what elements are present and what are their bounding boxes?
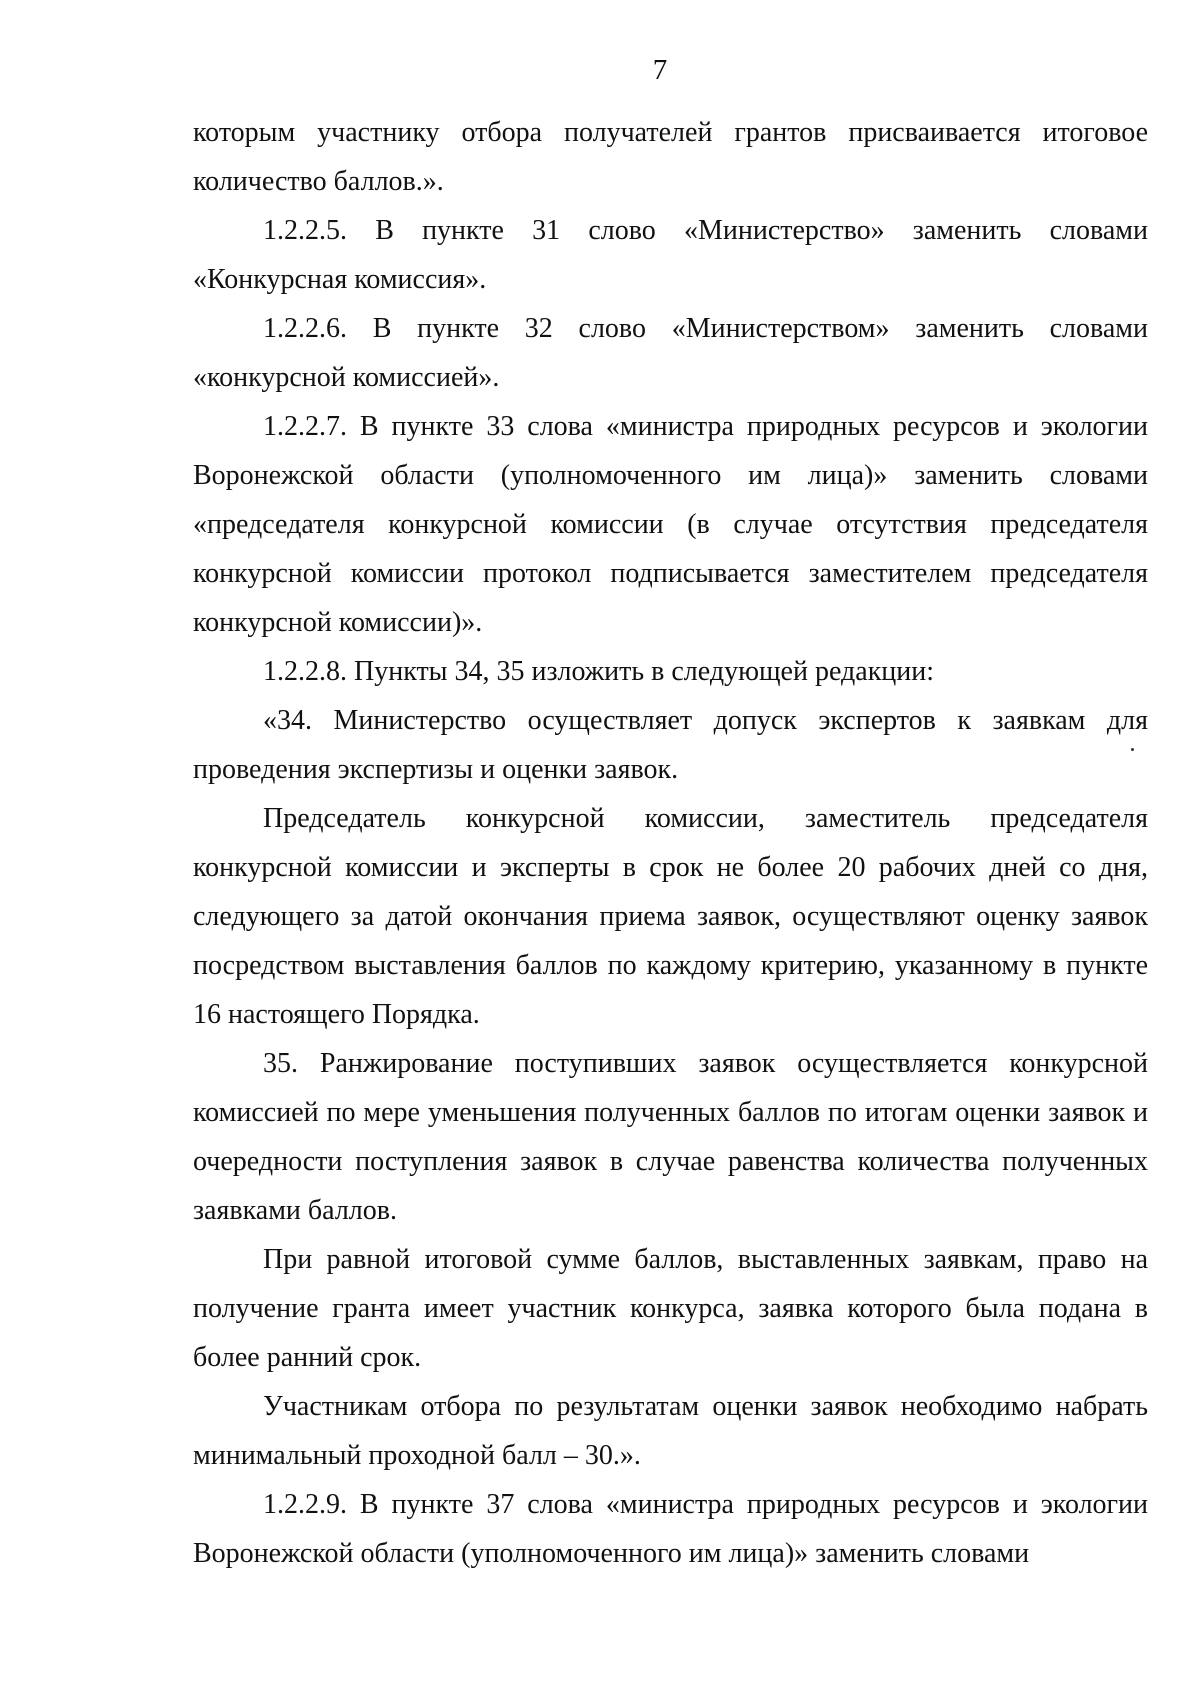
- paragraph-1-2-2-8: 1.2.2.8. Пункты 34, 35 изложить в следующей редакции:: [263, 656, 935, 687]
- paragraph-1-2-2-7: 1.2.2.7. В пункте 33 слова «министра природных ресурсов и экологии Воронежской области (уполномоченного им лица)» заменить словами «председателя конкурсной комиссии (в случае отсутствия председателя конкурсной комиссии протокол подписывается заместителем председателя конкурсной комиссии)».: [193, 411, 1148, 638]
- page-number: 7: [652, 54, 668, 86]
- paragraph-1-2-2-9: 1.2.2.9. В пункте 37 слова «министра природных ресурсов и экологии Воронежской области (уполномоченного им лица)» заменить словами: [193, 1489, 1148, 1569]
- paragraph-minimum-score: Участникам отбора по результатам оценки заявок необходимо набрать минимальный проходной балл – 30.».: [193, 1391, 1148, 1471]
- scan-speck: [1131, 748, 1134, 751]
- paragraph-item-34: «34. Министерство осуществляет допуск экспертов к заявкам для проведения экспертизы и оценки заявок.: [193, 705, 1148, 785]
- paragraph-chairman: Председатель конкурсной комиссии, заместитель председателя конкурсной комиссии и эксперты в срок не более 20 рабочих дней со дня, следующего за датой окончания приема заявок, осуществляют оценку заявок посредством выставления баллов по каждому критерию, указанному в пункте 16 настоящего Порядка.: [193, 803, 1148, 1030]
- paragraph-1-2-2-6: 1.2.2.6. В пункте 32 слово «Министерством» заменить словами «конкурсной комиссией».: [193, 313, 1148, 393]
- paragraph-item-35: 35. Ранжирование поступивших заявок осуществляется конкурсной комиссией по мере уменьшения полученных баллов по итогам оценки заявок и очередности поступления заявок в случае равенства количества полученных заявками баллов.: [193, 1048, 1148, 1226]
- document-body: [193, 108, 1148, 1578]
- paragraph-1-2-2-5: 1.2.2.5. В пункте 31 слово «Министерство» заменить словами «Конкурсная комиссия».: [193, 215, 1148, 295]
- paragraph-equal-score: При равной итоговой сумме баллов, выставленных заявкам, право на получение гранта имеет участник конкурса, заявка которого была подана в более ранний срок.: [193, 1244, 1148, 1373]
- paragraph-continuation: которым участнику отбора получателей грантов присваивается итоговое количество баллов.».: [193, 117, 1148, 197]
